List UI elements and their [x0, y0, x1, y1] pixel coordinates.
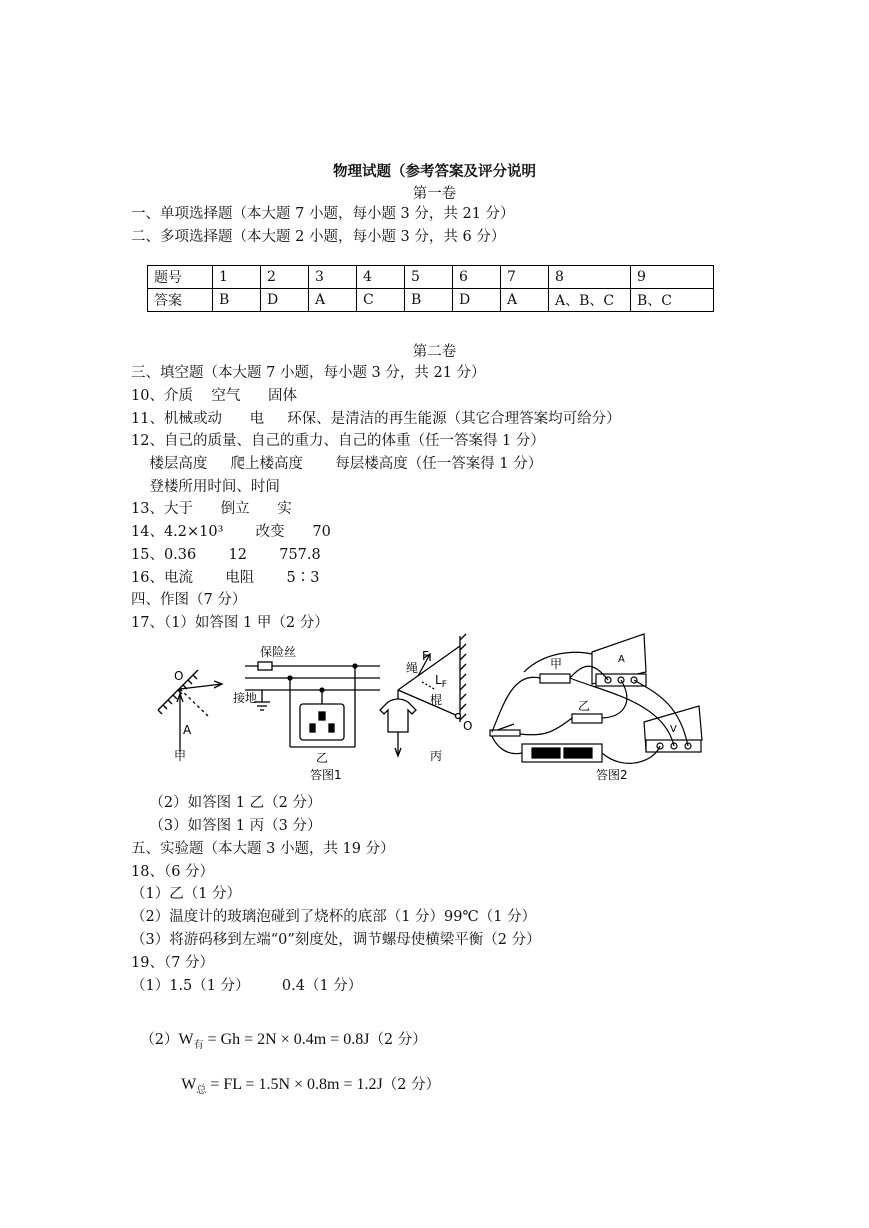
formula-score: （2 分） — [382, 1077, 441, 1093]
table-cell: B — [213, 289, 261, 312]
table-cell: A — [309, 289, 357, 312]
physical-circuit — [490, 634, 702, 763]
table-cell: 3 — [309, 266, 357, 289]
pivot-o-label: O — [463, 719, 473, 733]
table-cell: A — [501, 289, 549, 312]
table-cell: 答案 — [148, 289, 213, 312]
text-line: 16、电流 电阻 5∶3 — [131, 570, 320, 586]
lever-arm-subscript: F — [441, 680, 447, 690]
text-line: （2）温度计的玻璃泡碰到了烧杯的底部（1 分）99℃（1 分） — [131, 909, 537, 925]
formula-subscript: 总 — [196, 1084, 207, 1096]
point-a-label: A — [183, 723, 192, 737]
voltmeter-label: V — [670, 724, 677, 735]
section-single-choice: 一、单项选择题（本大题 7 小题，每小题 3 分，共 21 分） — [131, 206, 515, 222]
volume-two-heading: 第二卷 — [412, 344, 457, 360]
table-cell: A、B、C — [549, 289, 631, 312]
lever-arm-l: L — [435, 673, 442, 687]
mirror-diagram — [158, 670, 222, 752]
text-line: 楼层高度 爬上楼高度 每层楼高度（任一答案得 1 分） — [131, 456, 543, 472]
formula-total-work — [172, 1055, 440, 1101]
text-line: 三、填空题（本大题 7 小题，每小题 3 分，共 21 分） — [131, 365, 486, 381]
resistor-yi-label: 乙 — [578, 699, 591, 713]
formula-w: W — [178, 1031, 194, 1048]
answer-figure-1 — [150, 632, 490, 784]
text-line: （3）如答图 1 丙（3 分） — [131, 818, 322, 834]
figure-jia-label: 甲 — [174, 749, 187, 763]
force-f-label: F — [422, 649, 429, 663]
formula-expression: = FL = 1.5N × 0.8m = 1.2J — [206, 1076, 383, 1093]
volume-one-heading: 第一卷 — [412, 186, 457, 202]
table-cell: D — [261, 289, 309, 312]
table-cell: B、C — [631, 289, 714, 312]
ground-label: 接地 — [233, 691, 258, 705]
stick-label: 棍 — [430, 693, 443, 707]
table-row-answers — [148, 289, 714, 312]
text-line: 四、作图（7 分） — [131, 592, 247, 608]
figure-2-caption: 答图2 — [596, 768, 628, 782]
text-line: 17、（1）如答图 1 甲（2 分） — [131, 615, 329, 631]
figure-1-caption: 答图1 — [310, 768, 342, 782]
table-row-question-numbers — [148, 266, 714, 289]
point-o-label: O — [174, 669, 184, 683]
resistor-jia-label: 甲 — [550, 657, 563, 671]
formula-useful-work — [131, 1010, 427, 1056]
text-line: 14、4.2×10³ 改变 70 — [131, 524, 331, 540]
table-cell: 8 — [549, 266, 631, 289]
text-line: （3）将游码移到左端“0”刻度处，调节螺母使横梁平衡（2 分） — [131, 932, 541, 948]
text-line: 五、实验题（本大题 3 小题，共 19 分） — [131, 841, 395, 857]
lever-arm-label — [435, 673, 447, 690]
page-title: 物理试题（参考答案及评分说明 — [333, 163, 536, 180]
table-cell: 7 — [501, 266, 549, 289]
figure-yi-label: 乙 — [316, 751, 329, 765]
text-line: 11、机械或动 电 环保、是清洁的再生能源（其它合理答案均可给分） — [131, 411, 621, 427]
formula-expression: = Gh = 2N × 0.4m = 0.8J — [203, 1031, 370, 1048]
text-line: （1）1.5（1 分） 0.4（1 分） — [131, 978, 363, 994]
section-multi-choice: 二、多项选择题（本大题 2 小题，每小题 3 分，共 6 分） — [131, 229, 506, 245]
text-line: 12、自己的质量、自己的重力、自己的体重（任一答案得 1 分） — [131, 433, 545, 449]
table-cell: 9 — [631, 266, 714, 289]
answer-table — [147, 265, 714, 312]
ammeter-label: A — [618, 654, 625, 665]
text-line: 13、大于 倒立 实 — [131, 501, 292, 517]
rope-label: 绳 — [406, 661, 419, 675]
answer-figure-2 — [484, 632, 709, 784]
formula-w: W — [181, 1076, 197, 1093]
text-line: 18、（6 分） — [131, 864, 215, 880]
text-line: 10、介质 空气 固体 — [131, 388, 298, 404]
figure-bing-label: 丙 — [430, 749, 443, 763]
formula-prefix: （2） — [140, 1032, 179, 1048]
text-line: （1）乙（1 分） — [131, 886, 242, 902]
formula-subscript: 有 — [193, 1039, 204, 1051]
text-line: （2）如答图 1 乙（2 分） — [131, 795, 322, 811]
table-cell: 5 — [405, 266, 453, 289]
fuse-label: 保险丝 — [260, 645, 297, 659]
table-cell: 1 — [213, 266, 261, 289]
table-cell: 6 — [453, 266, 501, 289]
text-line: 15、0.36 12 757.8 — [131, 547, 321, 563]
table-cell: 4 — [357, 266, 405, 289]
text-line: 登楼所用时间、时间 — [131, 479, 280, 495]
circuit-diagram — [245, 662, 380, 747]
table-cell: 2 — [261, 266, 309, 289]
table-cell: C — [357, 289, 405, 312]
formula-score: （2 分） — [369, 1032, 427, 1048]
table-cell: B — [405, 289, 453, 312]
table-cell: D — [453, 289, 501, 312]
text-line: 19、（7 分） — [131, 955, 215, 971]
table-cell: 题号 — [148, 266, 213, 289]
